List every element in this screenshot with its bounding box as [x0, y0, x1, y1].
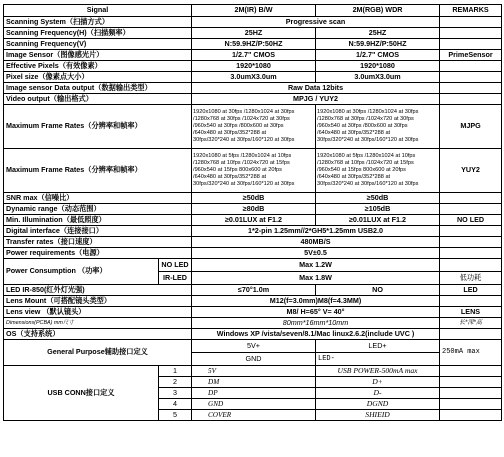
value-data-output: Raw Data 12bits: [192, 83, 440, 94]
remark-empty: [440, 94, 502, 105]
header-row: [4, 5, 502, 17]
label-gp: General Purpose辅助接口定义: [4, 340, 192, 366]
rate-line: /640x480 at 30fps/352*288 at: [193, 129, 267, 136]
value-lens-view: M8/ H=65° V= 40°: [192, 307, 440, 318]
value1-led: ≤70°1.0m: [192, 285, 316, 296]
value1-eff-pixels: 1920*1080: [192, 61, 316, 72]
remark-empty: [440, 410, 502, 421]
label-dimensions: Dimensions(PCBA) mm尺寸: [4, 318, 192, 329]
usb-pin-b: USB POWER-500mA max: [316, 366, 440, 377]
value1-dynamic: ≥80dB: [192, 204, 316, 215]
usb-pin-number: 3: [159, 388, 192, 399]
remark-empty: [440, 83, 502, 94]
row-gp-1: [4, 340, 502, 353]
usb-pin-a: DM: [192, 377, 316, 388]
value2-eff-pixels: 1920*1080: [316, 61, 440, 72]
remark-empty: [440, 237, 502, 248]
remark-empty: [440, 204, 502, 215]
label-pixel-size: Pixel size（像素点大小）: [4, 72, 192, 83]
rate-line: /1280x768 at 30fps /1024x720 at 30fps: [193, 116, 290, 123]
gp-b1: GND: [192, 353, 316, 366]
value2-dynamic: ≥105dB: [316, 204, 440, 215]
gp-a2: LED+: [316, 340, 440, 353]
gp-b2: LED-: [316, 353, 440, 366]
rate-line: 1920x1080 at 5fps /1280x1024 at 10fps: [317, 153, 416, 160]
remark-empty: [440, 259, 502, 272]
rate-line: 1920x1080 at 30fps /1280x1024 at 30fps: [317, 109, 419, 116]
row-mjpg-rates: [4, 105, 502, 149]
remark-gp: 250mA max: [440, 340, 502, 366]
usb-pin-a: 5V: [192, 366, 316, 377]
value1-mjpg-rates: [192, 105, 316, 149]
remark-empty: [440, 17, 502, 28]
remark-empty: [440, 61, 502, 72]
rate-line: /640x480 at 30fps/352*288 at: [317, 173, 391, 180]
value2-freq-v: N:59.9HZ/P:50HZ: [316, 39, 440, 50]
rate-line: /960x540 at 30fps /800x600 at 30fps: [193, 123, 284, 129]
value-dimensions: 80mm*16mm*10mm: [192, 318, 440, 329]
sublabel-noled: NO LED: [159, 259, 192, 272]
rate-line: /960x540 at 30fps /800x600 at 30fps: [317, 123, 408, 129]
value-digital: 1*2-pin 1.25mm//2*GH5*1.25mm USB2.0: [192, 226, 440, 237]
usb-pin-b: SHIEID: [316, 410, 440, 421]
row-freq-v: [4, 39, 502, 50]
remark-empty: [440, 377, 502, 388]
label-lens-view: Lens view （默认镜头）: [4, 307, 192, 318]
row-dimensions: [4, 318, 502, 329]
row-power-cons-noled: [4, 259, 502, 272]
value1-sensor: 1/2.7" CMOS: [192, 50, 316, 61]
row-illum: [4, 215, 502, 226]
label-usb: USB CONN接口定义: [4, 366, 159, 421]
label-mjpg-rates: Maximum Frame Rates（分辨率和帧率）: [4, 105, 192, 149]
gp-a1: 5V+: [192, 340, 316, 353]
row-dynamic: [4, 204, 502, 215]
row-lens-mount: [4, 296, 502, 307]
rate-line: 1920x1080 at 30fps /1280x1024 at 30fps: [193, 109, 295, 116]
remark-lens: LENS: [440, 307, 502, 318]
rate-line: 30fps/320*240 at 30fps/160*120 at 30fps: [193, 136, 295, 143]
rate-line: 1920x1080 at 5fps /1280x1024 at 10fps: [193, 153, 292, 160]
header-remarks: REMARKS: [440, 5, 502, 17]
label-lens-mount: Lens Mount（可搭配镜头类型）: [4, 296, 192, 307]
value-power-noled: Max 1.2W: [192, 259, 440, 272]
label-freq-v: Scanning Frequency(V): [4, 39, 192, 50]
usb-pin-a: COVER: [192, 410, 316, 421]
rate-line: /960x540 at 15fps 800x600 at 20fps: [317, 167, 406, 173]
row-os: [4, 329, 502, 340]
row-power-req: [4, 248, 502, 259]
remark-empty: [440, 226, 502, 237]
rate-line: /1280x768 at 10fps /1024x720 at 15fps: [317, 160, 414, 167]
label-scanning-system: Scanning System（扫描方式）: [4, 17, 192, 28]
remark-empty: [440, 329, 502, 340]
rate-line: /960x540 at 15fps 800x600 at 20fps: [193, 167, 282, 173]
row-lens-view: [4, 307, 502, 318]
value-os: Windows XP /vista/seven/8.1/Mac linux2.6.2(include UVC ): [192, 329, 440, 340]
rate-line: 30fps/320*240 at 30fps/160*120 at 30fps: [193, 180, 295, 187]
rate-line: /1280x768 at 30fps /1024x720 at 30fps: [317, 116, 414, 123]
row-yuy2-rates: [4, 149, 502, 193]
remark-power: 低功耗: [440, 272, 502, 285]
label-dynamic: Dynamic range（动态范围）: [4, 204, 192, 215]
value1-illum: ≥0.01LUX at F1.2: [192, 215, 316, 226]
remark-dimensions: 长*深*高: [440, 318, 502, 329]
label-video-output: Video output（输出格式）: [4, 94, 192, 105]
value-power-req: 5V±0.5: [192, 248, 440, 259]
usb-pin-a: GND: [192, 399, 316, 410]
remark-empty: [440, 72, 502, 83]
rate-line: /1280x768 at 10fps /1024x720 at 15fps: [193, 160, 290, 167]
value2-freq-h: 25HZ: [316, 28, 440, 39]
rate-line: 30fps/320*240 at 30fps/160*120 at 30fps: [317, 136, 419, 143]
row-digital: [4, 226, 502, 237]
value1-yuy2-rates: [192, 149, 316, 193]
remark-empty: [440, 193, 502, 204]
row-transfer: [4, 237, 502, 248]
value-lens-mount: M12(f=3.0mm)M8(f=4.3MM): [192, 296, 440, 307]
row-snr: [4, 193, 502, 204]
remark-illum: NO LED: [440, 215, 502, 226]
sublabel-irled: IR-LED: [159, 272, 192, 285]
label-snr: SNR max（信噪比）: [4, 193, 192, 204]
label-led: LED IR-850(红外灯光强): [4, 285, 192, 296]
value2-mjpg-rates: [316, 105, 440, 149]
usb-pin-number: 2: [159, 377, 192, 388]
label-power-req: Power requirements（电源）: [4, 248, 192, 259]
value2-sensor: 1/2.7" CMOS: [316, 50, 440, 61]
usb-pin-b: DGND: [316, 399, 440, 410]
value1-snr: ≥50dB: [192, 193, 316, 204]
row-scanning-system: [4, 17, 502, 28]
value1-pixel-size: 3.0umX3.0um: [192, 72, 316, 83]
row-data-output: [4, 83, 502, 94]
value2-illum: ≥0.01LUX at F1.2: [316, 215, 440, 226]
value-power-irled: Max 1.8W: [192, 272, 440, 285]
rate-line: /640x480 at 30fps/352*288 at: [193, 173, 267, 180]
remark-sensor: PrimeSensor: [440, 50, 502, 61]
spec-table: [3, 4, 502, 421]
label-transfer: Transfer rates（接口速度）: [4, 237, 192, 248]
value2-snr: ≥50dB: [316, 193, 440, 204]
usb-pin-b: D+: [316, 377, 440, 388]
value-transfer: 480MB/S: [192, 237, 440, 248]
usb-pin-a: DP: [192, 388, 316, 399]
label-data-output: Image sensor Data output（数据输出类型）: [4, 83, 192, 94]
label-illum: Min. Illumination（最低照度）: [4, 215, 192, 226]
label-yuy2-rates: Maximum Frame Rates（分辨率和帧率）: [4, 149, 192, 193]
value2-pixel-size: 3.0umX3.0um: [316, 72, 440, 83]
value1-freq-v: N:59.9HZ/P:50HZ: [192, 39, 316, 50]
remark-mjpg: MJPG: [440, 105, 502, 149]
remark-empty: [440, 39, 502, 50]
row-pixel-size: [4, 72, 502, 83]
value-scanning-system: Progressive scan: [192, 17, 440, 28]
usb-pin-number: 4: [159, 399, 192, 410]
remark-empty: [440, 248, 502, 259]
value2-led: NO: [316, 285, 440, 296]
remark-led: LED: [440, 285, 502, 296]
value-video-output: MPJG / YUY2: [192, 94, 440, 105]
remark-empty: [440, 296, 502, 307]
rate-line: 30fps/320*240 at 30fps/160*120 at 30fps: [317, 180, 419, 187]
remark-empty: [440, 388, 502, 399]
row-video-output: [4, 94, 502, 105]
row-led: [4, 285, 502, 296]
label-eff-pixels: Effective Pixels（有效像素）: [4, 61, 192, 72]
header-col1: 2M(IR) B/W: [192, 5, 316, 17]
header-col2: 2M(RGB) WDR: [316, 5, 440, 17]
label-sensor: Image Sensor（图像感光片）: [4, 50, 192, 61]
remark-yuy2: YUY2: [440, 149, 502, 193]
label-os: OS（支持系统）: [4, 329, 192, 340]
row-eff-pixels: [4, 61, 502, 72]
usb-pin-number: 1: [159, 366, 192, 377]
value2-yuy2-rates: [316, 149, 440, 193]
row-sensor: [4, 50, 502, 61]
usb-pin-b: D-: [316, 388, 440, 399]
rate-line: /640x480 at 30fps/352*288 at: [317, 129, 391, 136]
remark-empty: [440, 366, 502, 377]
label-freq-h: Scanning Frequency(H)（扫描频率）: [4, 28, 192, 39]
header-signal: Signal: [4, 5, 192, 17]
label-digital: Digital interface（连接接口）: [4, 226, 192, 237]
remark-empty: [440, 28, 502, 39]
usb-pin-number: 5: [159, 410, 192, 421]
row-freq-h: [4, 28, 502, 39]
value1-freq-h: 25HZ: [192, 28, 316, 39]
label-power-cons: Power Consumption （功率）: [4, 259, 159, 285]
remark-empty: [440, 399, 502, 410]
usb-pin-row: [4, 366, 502, 377]
